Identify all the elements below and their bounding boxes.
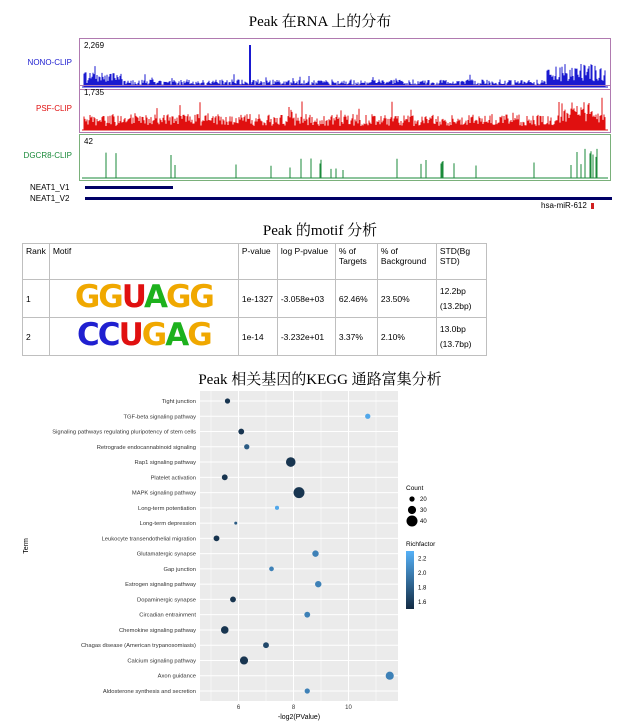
dgcr8-coverage-plot (80, 135, 610, 180)
header-bg-line1: % of (380, 246, 398, 256)
motif-std (436, 280, 486, 318)
header-motif: Motif (49, 244, 238, 280)
motif-pvalue: 1e-1327 (238, 280, 277, 318)
header-pvalue: P-value (238, 244, 277, 280)
kegg-section-title: Peak 相关基因的KEGG 通路富集分析 (198, 372, 442, 388)
motif-pvalue: 1e-14 (238, 318, 277, 356)
data-point (286, 457, 296, 467)
track-label-dgcr8: DGCR8-CLIP (23, 151, 72, 160)
y-tick-label: Chemokine signaling pathway (118, 627, 196, 634)
legend-count-dot (408, 506, 416, 514)
plot-panel (200, 391, 398, 701)
data-point (275, 506, 279, 510)
logo-letter: G (165, 279, 190, 315)
x-tick-label: 6 (236, 705, 241, 711)
header-std-line2: STD) (439, 256, 460, 266)
coverage-signal (84, 98, 605, 130)
motif-std-value: 12.2bp (439, 286, 466, 296)
gene-bar-v2 (85, 197, 612, 200)
motif-targets: 3.37% (335, 318, 377, 356)
motif-row (23, 318, 487, 356)
motif-logp: -3.058e+03 (277, 280, 335, 318)
x-axis-label: -log2(PValue) (277, 714, 321, 721)
data-point (304, 612, 310, 618)
header-std-line1: STD(Bg (439, 246, 471, 256)
header-std (436, 244, 486, 280)
logo-letter: C (97, 317, 119, 353)
data-point (315, 581, 321, 587)
logo-letter: G (189, 279, 213, 315)
y-tick-label: Signaling pathways regulating pluripotency of stem cells (52, 429, 196, 436)
data-point (225, 398, 230, 403)
mirna-marker (591, 203, 594, 209)
psf-coverage-plot (80, 86, 610, 132)
y-tick-label: Gap junction (163, 566, 196, 573)
header-targets-line2: Targets (338, 256, 367, 266)
data-point (240, 656, 248, 664)
logo-letter: G (141, 317, 166, 353)
motif-std-value: 13.0bp (439, 324, 466, 334)
genome-section-title: Peak 在RNA 上的分布 (248, 14, 392, 30)
sequence-logo (50, 318, 238, 352)
data-point (230, 597, 236, 603)
track-box-nono (79, 38, 611, 90)
gene-bar-v1 (85, 186, 173, 189)
track-max-dgcr8: 42 (84, 137, 93, 146)
data-point (305, 688, 310, 693)
header-targets-line1: % of (338, 246, 356, 256)
motif-rank: 2 (23, 318, 50, 356)
y-tick-label: Chagas disease (American trypanosomiasis) (80, 643, 196, 650)
header-bg-line2: Background (380, 256, 427, 266)
motif-std (436, 318, 486, 356)
legend-count-dot (409, 496, 414, 501)
data-point (312, 550, 318, 556)
data-point (238, 429, 244, 435)
y-tick-label: Long-term depression (139, 521, 196, 528)
coverage-signal (106, 149, 597, 178)
y-tick-label: Estrogen signaling pathway (125, 582, 196, 589)
legend-count-dot (407, 516, 418, 527)
legend-rich-label: 1.8 (418, 585, 427, 592)
motif-background: 23.50% (377, 280, 436, 318)
motif-table-header (23, 244, 487, 280)
motif-table (22, 243, 487, 356)
legend-count-title: Count (406, 485, 424, 492)
header-background (377, 244, 436, 280)
legend-rich-label: 2.2 (418, 556, 427, 563)
data-point (221, 626, 229, 634)
y-tick-label: Glutamatergic synapse (136, 551, 196, 558)
logo-letter: G (98, 279, 122, 315)
gene-label-v2: NEAT1_V2 (30, 194, 70, 203)
track-max-psf: 1,735 (84, 88, 105, 97)
data-point (263, 642, 269, 648)
data-point (365, 414, 370, 419)
x-tick-label: 10 (345, 705, 352, 711)
y-tick-label: Long-term potentiation (137, 505, 196, 512)
header-rank: Rank (23, 244, 50, 280)
y-tick-label: Circadian entrainment (139, 612, 196, 619)
logo-letter: U (118, 317, 142, 353)
motif-row (23, 280, 487, 318)
data-point (386, 672, 394, 680)
y-tick-label: Dopaminergic synapse (137, 597, 196, 604)
header-logp: log P-pvalue (277, 244, 335, 280)
header-targets (335, 244, 377, 280)
motif-section-title: Peak 的motif 分析 (262, 223, 378, 239)
logo-letter: U (121, 279, 144, 315)
legend-count-label: 20 (420, 497, 427, 503)
nono-coverage-plot (80, 39, 610, 89)
track-box-dgcr8 (79, 134, 611, 181)
track-label-psf: PSF-CLIP (35, 104, 72, 113)
legend-rich-label: 2.0 (418, 570, 427, 577)
gene-label-v1: NEAT1_V1 (30, 183, 70, 192)
mirna-label: hsa-miR-612 (541, 201, 587, 210)
motif-std-bg: (13.2bp) (439, 301, 472, 311)
data-point (294, 487, 305, 498)
motif-logp: -3.232e+01 (277, 318, 335, 356)
motif-rank: 1 (23, 280, 50, 318)
y-tick-label: Aldosterone synthesis and secretion (102, 689, 196, 695)
legend-count-label: 30 (420, 508, 427, 514)
legend-count-label: 40 (420, 519, 427, 525)
data-point (234, 522, 237, 525)
y-tick-label: Rap1 signaling pathway (134, 460, 196, 467)
y-tick-label: MAPK signaling pathway (131, 490, 196, 497)
logo-letter: A (143, 279, 166, 315)
track-max-nono: 2,269 (84, 41, 105, 50)
y-tick-label: Axon guidance (157, 673, 196, 680)
data-point (214, 535, 220, 541)
sequence-logo (50, 280, 238, 314)
motif-std-bg: (13.7bp) (439, 339, 472, 349)
logo-letter: G (74, 279, 99, 315)
data-point (222, 474, 228, 480)
track-label-nono: NONO-CLIP (27, 58, 72, 67)
logo-letter: G (187, 317, 211, 353)
coverage-signal (84, 64, 605, 87)
y-tick-label: Retrograde endocannabinoid signaling (96, 444, 196, 451)
data-point (269, 567, 274, 572)
legend-rich-label: 1.6 (418, 599, 427, 606)
track-box-psf (79, 85, 611, 133)
y-tick-label: Calcium signaling pathway (127, 658, 196, 665)
logo-letter: C (77, 317, 98, 353)
y-tick-label: Leukocyte transendothelial migration (101, 536, 196, 543)
data-point (244, 444, 249, 449)
y-tick-label: TGF-beta signaling pathway (123, 414, 196, 421)
x-tick-label: 8 (291, 705, 296, 711)
legend-rich-title: Richfactor (406, 541, 436, 548)
motif-logo-1 (49, 280, 238, 318)
motif-targets: 62.46% (335, 280, 377, 318)
motif-logo-2 (49, 318, 238, 356)
kegg-dot-plot (0, 389, 640, 724)
y-axis-label: Term (23, 538, 30, 554)
logo-letter: A (165, 317, 188, 353)
y-tick-label: Platelet activation (150, 475, 196, 482)
y-tick-label: Tight junction (161, 399, 196, 405)
legend-rich-colorbar (406, 551, 414, 609)
motif-background: 2.10% (377, 318, 436, 356)
